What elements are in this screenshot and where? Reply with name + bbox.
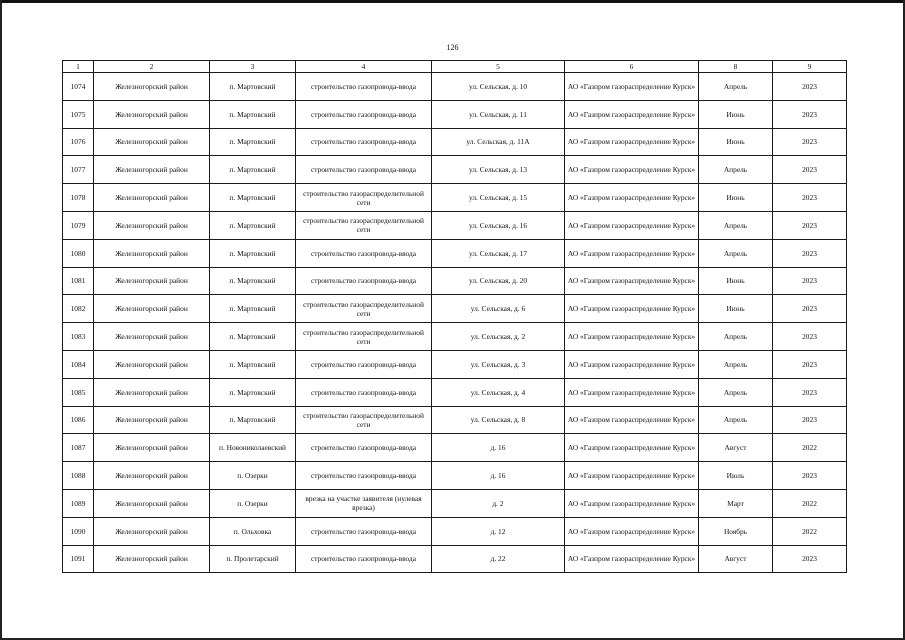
work-type-cell: строительство газораспределительной сети — [296, 211, 432, 239]
address-cell: ул. Сельская, д. 20 — [432, 267, 565, 295]
locality-cell: п. Мартовский — [210, 156, 296, 184]
district-cell: Железногорский район — [94, 267, 210, 295]
work-type-cell: строительство газопровода-ввода — [296, 517, 432, 545]
table-row — [63, 434, 847, 462]
locality-cell: п. Мартовский — [210, 128, 296, 156]
address-cell: ул. Сельская, д. 13 — [432, 156, 565, 184]
locality-cell: п. Новониколаевский — [210, 434, 296, 462]
table-row — [63, 545, 847, 573]
organization-cell: АО «Газпром газораспределение Курск» — [565, 350, 699, 378]
work-type-cell: строительство газопровода-ввода — [296, 128, 432, 156]
address-cell: ул. Сельская, д. 15 — [432, 184, 565, 212]
row-number-cell: 1083 — [63, 323, 94, 351]
row-number-cell: 1084 — [63, 350, 94, 378]
year-cell: 2023 — [773, 128, 847, 156]
district-cell: Железногорский район — [94, 378, 210, 406]
address-cell: д. 2 — [432, 489, 565, 517]
gas-works-table — [62, 60, 847, 573]
district-cell: Железногорский район — [94, 434, 210, 462]
table-row — [63, 100, 847, 128]
work-type-cell: строительство газопровода-ввода — [296, 350, 432, 378]
table-row — [63, 184, 847, 212]
locality-cell: п. Мартовский — [210, 239, 296, 267]
row-number-cell: 1090 — [63, 517, 94, 545]
organization-cell: АО «Газпром газораспределение Курск» — [565, 100, 699, 128]
column-number-row — [63, 61, 847, 73]
organization-cell: АО «Газпром газораспределение Курск» — [565, 128, 699, 156]
locality-cell: п. Мартовский — [210, 211, 296, 239]
table-row — [63, 73, 847, 101]
district-cell: Железногорский район — [94, 350, 210, 378]
locality-cell: п. Озерки — [210, 462, 296, 490]
month-cell: Июнь — [699, 128, 773, 156]
column-number: 5 — [432, 61, 565, 73]
organization-cell: АО «Газпром газораспределение Курск» — [565, 239, 699, 267]
address-cell: ул. Сельская, д. 17 — [432, 239, 565, 267]
address-cell: ул. Сельская, д. 4 — [432, 378, 565, 406]
year-cell: 2022 — [773, 434, 847, 462]
table-row — [63, 406, 847, 434]
locality-cell: п. Мартовский — [210, 378, 296, 406]
work-type-cell: строительство газораспределительной сети — [296, 406, 432, 434]
organization-cell: АО «Газпром газораспределение Курск» — [565, 406, 699, 434]
address-cell: ул. Сельская, д. 11 — [432, 100, 565, 128]
year-cell: 2023 — [773, 211, 847, 239]
locality-cell: п. Мартовский — [210, 267, 296, 295]
column-number: 8 — [699, 61, 773, 73]
organization-cell: АО «Газпром газораспределение Курск» — [565, 184, 699, 212]
row-number-cell: 1080 — [63, 239, 94, 267]
work-type-cell: строительство газораспределительной сети — [296, 184, 432, 212]
row-number-cell: 1076 — [63, 128, 94, 156]
table-row — [63, 156, 847, 184]
column-number: 1 — [63, 61, 94, 73]
table-row — [63, 378, 847, 406]
work-type-cell: строительство газопровода-ввода — [296, 267, 432, 295]
work-type-cell: строительство газопровода-ввода — [296, 100, 432, 128]
table-row — [63, 517, 847, 545]
table-row — [63, 323, 847, 351]
district-cell: Железногорский район — [94, 295, 210, 323]
table-row — [63, 350, 847, 378]
locality-cell: п. Мартовский — [210, 73, 296, 101]
work-type-cell: строительство газораспределительной сети — [296, 295, 432, 323]
row-number-cell: 1085 — [63, 378, 94, 406]
organization-cell: АО «Газпром газораспределение Курск» — [565, 378, 699, 406]
work-type-cell: строительство газопровода-ввода — [296, 462, 432, 490]
district-cell: Железногорский район — [94, 128, 210, 156]
month-cell: Июнь — [699, 267, 773, 295]
column-number: 3 — [210, 61, 296, 73]
year-cell: 2023 — [773, 239, 847, 267]
work-type-cell: строительство газопровода-ввода — [296, 156, 432, 184]
table-row — [63, 211, 847, 239]
row-number-cell: 1087 — [63, 434, 94, 462]
district-cell: Железногорский район — [94, 156, 210, 184]
locality-cell: п. Мартовский — [210, 350, 296, 378]
district-cell: Железногорский район — [94, 406, 210, 434]
month-cell: Июнь — [699, 184, 773, 212]
locality-cell: п. Мартовский — [210, 100, 296, 128]
year-cell: 2023 — [773, 350, 847, 378]
table-row — [63, 267, 847, 295]
address-cell: ул. Сельская, д. 6 — [432, 295, 565, 323]
month-cell: Август — [699, 545, 773, 573]
organization-cell: АО «Газпром газораспределение Курск» — [565, 156, 699, 184]
year-cell: 2023 — [773, 184, 847, 212]
column-number: 6 — [565, 61, 699, 73]
district-cell: Железногорский район — [94, 100, 210, 128]
district-cell: Железногорский район — [94, 462, 210, 490]
year-cell: 2022 — [773, 489, 847, 517]
district-cell: Железногорский район — [94, 73, 210, 101]
month-cell: Апрель — [699, 156, 773, 184]
organization-cell: АО «Газпром газораспределение Курск» — [565, 517, 699, 545]
month-cell: Июнь — [699, 100, 773, 128]
row-number-cell: 1082 — [63, 295, 94, 323]
address-cell: ул. Сельская, д. 8 — [432, 406, 565, 434]
month-cell: Июнь — [699, 295, 773, 323]
year-cell: 2023 — [773, 545, 847, 573]
month-cell: Апрель — [699, 406, 773, 434]
year-cell: 2023 — [773, 267, 847, 295]
scan-border-left — [0, 0, 2, 640]
district-cell: Железногорский район — [94, 184, 210, 212]
year-cell: 2023 — [773, 73, 847, 101]
district-cell: Железногорский район — [94, 517, 210, 545]
table-row — [63, 462, 847, 490]
address-cell: д. 12 — [432, 517, 565, 545]
month-cell: Апрель — [699, 73, 773, 101]
address-cell: д. 16 — [432, 434, 565, 462]
district-cell: Железногорский район — [94, 211, 210, 239]
month-cell: Апрель — [699, 323, 773, 351]
row-number-cell: 1088 — [63, 462, 94, 490]
organization-cell: АО «Газпром газораспределение Курск» — [565, 434, 699, 462]
column-number: 2 — [94, 61, 210, 73]
year-cell: 2023 — [773, 323, 847, 351]
row-number-cell: 1079 — [63, 211, 94, 239]
work-type-cell: строительство газопровода-ввода — [296, 378, 432, 406]
district-cell: Железногорский район — [94, 323, 210, 351]
year-cell: 2023 — [773, 156, 847, 184]
month-cell: Апрель — [699, 378, 773, 406]
organization-cell: АО «Газпром газораспределение Курск» — [565, 462, 699, 490]
month-cell: Август — [699, 434, 773, 462]
scan-border-top — [0, 0, 905, 3]
address-cell: ул. Сельская, д. 3 — [432, 350, 565, 378]
month-cell: Март — [699, 489, 773, 517]
locality-cell: п. Мартовский — [210, 323, 296, 351]
locality-cell: п. Ольховка — [210, 517, 296, 545]
address-cell: ул. Сельская, д. 2 — [432, 323, 565, 351]
address-cell: д. 22 — [432, 545, 565, 573]
work-type-cell: строительство газопровода-ввода — [296, 73, 432, 101]
work-type-cell: строительство газопровода-ввода — [296, 434, 432, 462]
column-number: 9 — [773, 61, 847, 73]
month-cell: Июль — [699, 462, 773, 490]
row-number-cell: 1086 — [63, 406, 94, 434]
column-number: 4 — [296, 61, 432, 73]
row-number-cell: 1074 — [63, 73, 94, 101]
table-row — [63, 489, 847, 517]
work-type-cell: врезка на участке заявителя (нулевая врезка) — [296, 489, 432, 517]
year-cell: 2022 — [773, 517, 847, 545]
year-cell: 2023 — [773, 100, 847, 128]
address-cell: д. 16 — [432, 462, 565, 490]
locality-cell: п. Пролетарский — [210, 545, 296, 573]
year-cell: 2023 — [773, 462, 847, 490]
organization-cell: АО «Газпром газораспределение Курск» — [565, 267, 699, 295]
organization-cell: АО «Газпром газораспределение Курск» — [565, 489, 699, 517]
row-number-cell: 1081 — [63, 267, 94, 295]
row-number-cell: 1078 — [63, 184, 94, 212]
row-number-cell: 1075 — [63, 100, 94, 128]
address-cell: ул. Сельская, д. 11А — [432, 128, 565, 156]
page-number: 126 — [446, 43, 459, 52]
work-type-cell: строительство газопровода-ввода — [296, 239, 432, 267]
row-number-cell: 1089 — [63, 489, 94, 517]
address-cell: ул. Сельская, д. 10 — [432, 73, 565, 101]
district-cell: Железногорский район — [94, 545, 210, 573]
organization-cell: АО «Газпром газораспределение Курск» — [565, 323, 699, 351]
table-body — [63, 73, 847, 573]
district-cell: Железногорский район — [94, 239, 210, 267]
month-cell: Апрель — [699, 239, 773, 267]
organization-cell: АО «Газпром газораспределение Курск» — [565, 73, 699, 101]
table-row — [63, 128, 847, 156]
year-cell: 2023 — [773, 378, 847, 406]
work-type-cell: строительство газопровода-ввода — [296, 545, 432, 573]
locality-cell: п. Мартовский — [210, 184, 296, 212]
work-type-cell: строительство газораспределительной сети — [296, 323, 432, 351]
row-number-cell: 1077 — [63, 156, 94, 184]
district-cell: Железногорский район — [94, 489, 210, 517]
month-cell: Апрель — [699, 350, 773, 378]
year-cell: 2023 — [773, 406, 847, 434]
month-cell: Ноябрь — [699, 517, 773, 545]
organization-cell: АО «Газпром газораспределение Курск» — [565, 545, 699, 573]
organization-cell: АО «Газпром газораспределение Курск» — [565, 295, 699, 323]
address-cell: ул. Сельская, д. 16 — [432, 211, 565, 239]
organization-cell: АО «Газпром газораспределение Курск» — [565, 211, 699, 239]
table-row — [63, 295, 847, 323]
table-row — [63, 239, 847, 267]
year-cell: 2023 — [773, 295, 847, 323]
locality-cell: п. Мартовский — [210, 295, 296, 323]
locality-cell: п. Озерки — [210, 489, 296, 517]
month-cell: Апрель — [699, 211, 773, 239]
row-number-cell: 1091 — [63, 545, 94, 573]
locality-cell: п. Мартовский — [210, 406, 296, 434]
